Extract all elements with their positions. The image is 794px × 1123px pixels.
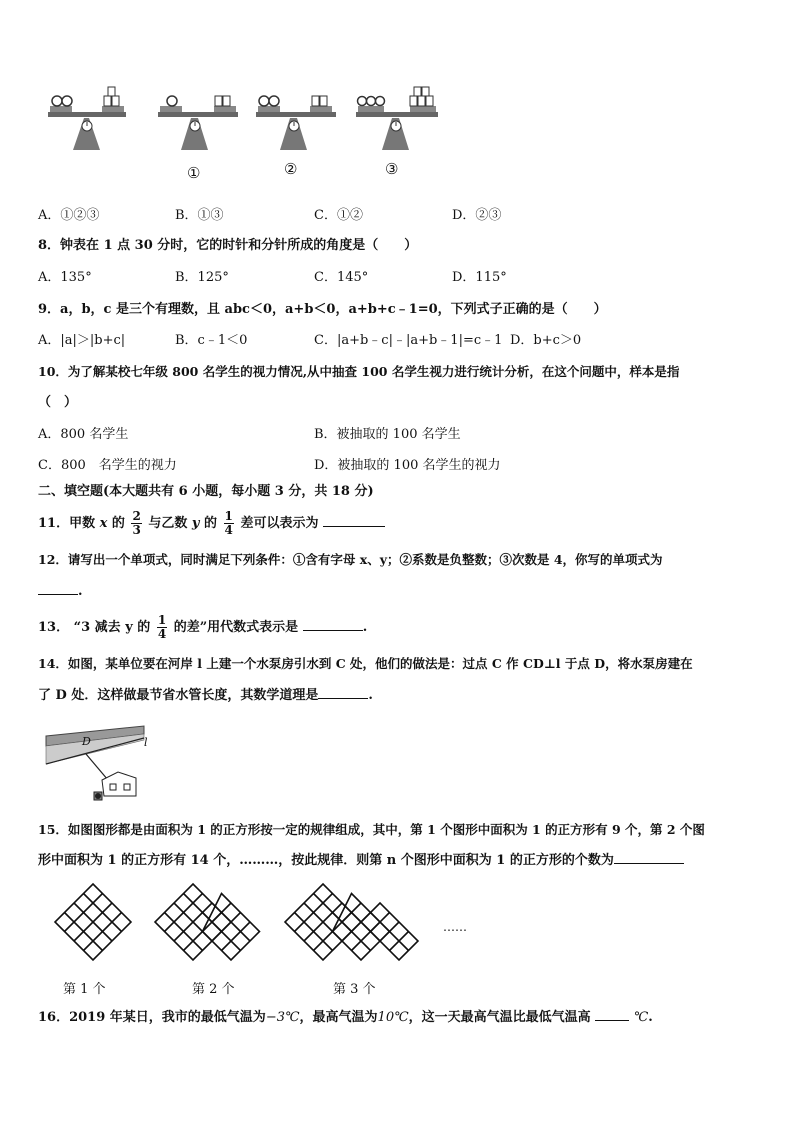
q11-prefix: 11．甲数	[38, 516, 96, 531]
q7-option-d: D．②③	[452, 208, 502, 223]
q10-option-c: C．800 名学生的视力	[38, 458, 177, 473]
q11-frac1-den: 3	[132, 523, 141, 537]
q11-mid: 与乙数	[148, 516, 188, 531]
q11-answer-blank[interactable]	[323, 526, 385, 527]
figure-label-1: ①	[187, 164, 201, 182]
q9-stem: 9．a，b，c 是三个有理数，且 abc＜0，a+b＜0，a+b+c﹣1=0，下列式子正确的是（ ）	[38, 302, 607, 317]
q16	[38, 1010, 653, 1026]
q12-end: .	[78, 584, 83, 599]
balance-figure-3	[356, 87, 438, 150]
q16-end: .	[648, 1010, 653, 1025]
q10-option-a: A．800 名学生	[38, 427, 129, 442]
fig-label-d: D	[82, 735, 91, 748]
q15-answer-blank[interactable]	[614, 863, 684, 864]
q15-line2	[38, 853, 684, 869]
q13-answer-blank[interactable]	[303, 630, 363, 631]
q11-frac1-num: 2	[132, 509, 141, 523]
q16-mid: ，最高气温为	[299, 1010, 378, 1025]
pattern-ellipsis: ……	[443, 920, 467, 934]
river-pump-figure	[44, 722, 154, 804]
q13-prefix: 13． “3 减去 y 的	[38, 620, 151, 635]
q13	[38, 613, 367, 643]
q12-answer-blank[interactable]	[38, 594, 78, 595]
q11-suffix: 差可以表示为	[240, 516, 319, 531]
q8-stem: 8．钟表在 1 点 30 分时，它的时针和分针所成的角度是（ ）	[38, 238, 418, 253]
q8-option-a: A．135°	[38, 270, 92, 285]
q15-line1: 15．如图图形都是由面积为 1 的正方形按一定的规律组成，其中，第 1 个图形中面积为 1 的正方形有 9 个，第 2 个图	[38, 822, 705, 837]
q11-de: 的	[111, 516, 125, 531]
q7-option-b: B．①③	[175, 208, 224, 223]
q11	[38, 509, 385, 539]
balance-figure-0	[48, 87, 126, 150]
q9-option-b: B．c﹣1＜0	[175, 333, 248, 348]
q12-line2	[38, 584, 83, 600]
q11-fraction-1	[131, 510, 141, 537]
q9-option-c: C．|a+b﹣c|﹣|a+b﹣1|=c﹣1	[314, 333, 503, 348]
q13-end: .	[362, 620, 368, 635]
q10-option-d: D．被抽取的 100 名学生的视力	[314, 458, 501, 473]
q13-fraction	[157, 614, 167, 641]
q13-frac-num: 1	[157, 613, 167, 627]
figure-label-3: ③	[385, 160, 399, 178]
q7-option-c: C．①②	[314, 208, 363, 223]
q9-option-d: D．b+c＞0	[510, 333, 582, 348]
pattern-figure-2	[153, 882, 263, 970]
q14-end: .	[368, 688, 373, 703]
figure-label-2: ②	[284, 160, 298, 178]
fig-label-l: l	[144, 736, 148, 749]
q10-stem-line1: 10．为了解某校七年级 800 名学生的视力情况,从中抽查 100 名学生视力进行统计分析，在这个问题中，样本是指	[38, 364, 680, 379]
pattern-figure-3	[283, 882, 423, 970]
q16-low-temp: −3℃	[265, 1010, 300, 1025]
pattern-figure-1	[53, 882, 133, 970]
q10-stem-line2: （ ）	[38, 395, 78, 410]
section-2-heading: 二、填空题(本大题共有 6 小题，每小题 3 分，共 18 分)	[38, 484, 374, 499]
q11-frac2-den: 4	[224, 523, 233, 537]
q11-frac2-num: 1	[224, 509, 233, 523]
pattern-caption-3: 第 3 个	[333, 982, 376, 997]
q7-option-a: A．①②③	[38, 208, 100, 223]
q16-prefix: 16．2019 年某日，我市的最低气温为	[38, 1010, 266, 1025]
q13-frac-den: 4	[157, 627, 167, 641]
q8-option-d: D．115°	[452, 270, 507, 285]
q11-de2: 的	[204, 516, 218, 531]
q8-option-c: C．145°	[314, 270, 369, 285]
balance-figure-2	[256, 96, 336, 150]
q14-line1: 14．如图，某单位要在河岸 l 上建一个水泵房引水到 C 处，他们的做法是：过点 C 作 CD⊥l 于点 D，将水泵房建在	[38, 656, 693, 671]
q14-line2-text: 了 D 处．这样做最节省水管长度，其数学道理是	[38, 688, 319, 703]
q16-high-temp: 10℃	[377, 1010, 409, 1025]
q16-suffix: ，这一天最高气温比最低气温高	[408, 1010, 591, 1025]
q10-option-b: B．被抽取的 100 名学生	[314, 427, 461, 442]
q15-line2-text: 形中面积为 1 的正方形有 14 个，………，按此规律．则第 n 个图形中面积为 1 的正方形的个数为	[38, 853, 614, 868]
q11-var-x: x	[99, 516, 108, 531]
q11-var-y: y	[191, 516, 200, 531]
q14-answer-blank[interactable]	[318, 698, 368, 699]
balance-figure-1	[158, 96, 238, 150]
pattern-caption-2: 第 2 个	[192, 982, 235, 997]
q9-option-a: A．|a|＞|b+c|	[38, 333, 126, 348]
q11-fraction-2	[224, 510, 234, 537]
q13-suffix: 的差”用代数式表示是	[173, 620, 299, 635]
q14-line2	[38, 688, 373, 704]
q16-unit: ℃	[633, 1010, 649, 1025]
q12-line1: 12．请写出一个单项式，同时满足下列条件：①含有字母 x、y；②系数是负整数；③次数是 4，你写的单项式为	[38, 552, 663, 567]
q8-option-b: B．125°	[175, 270, 229, 285]
q16-answer-blank[interactable]	[595, 1020, 629, 1021]
pattern-caption-1: 第 1 个	[63, 982, 106, 997]
